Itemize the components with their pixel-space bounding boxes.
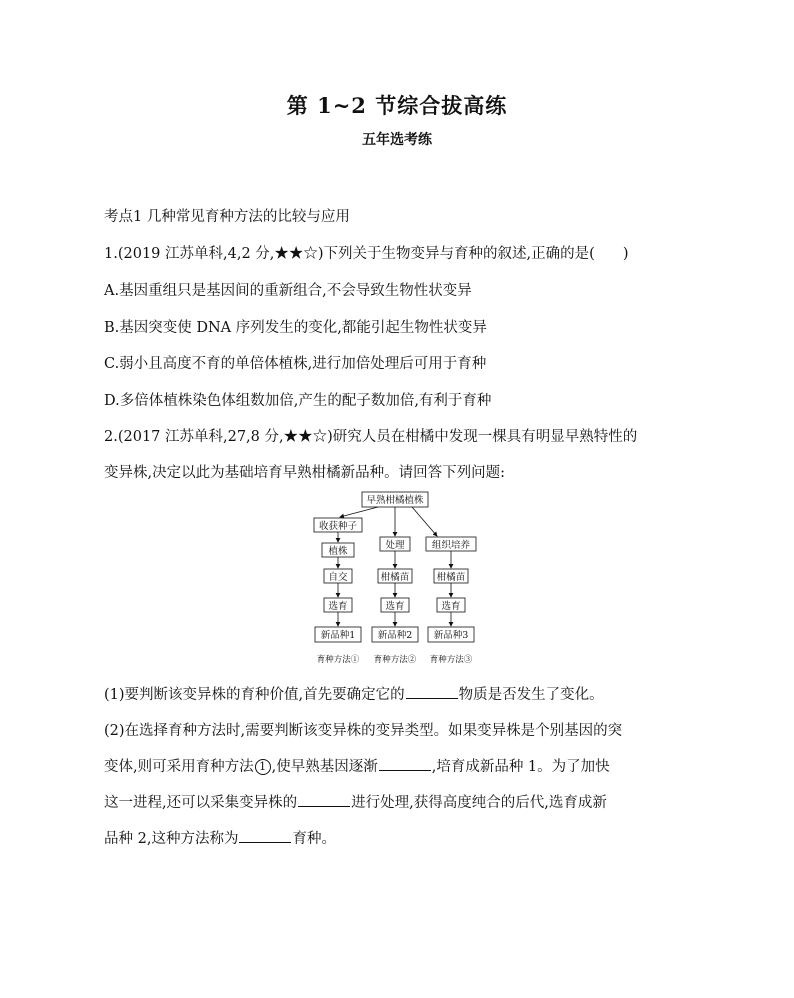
circled-number: 1	[255, 759, 271, 775]
q1-suffix: )下列关于生物变异与育种的叙述,正确的是(	[317, 246, 595, 262]
answer-blank[interactable]	[239, 830, 291, 843]
sub-question-2-line1: (2)在选择育种方法时,需要判断该变异株的变异类型。如果变异株是个别基因的突	[104, 723, 623, 739]
sub2-l2-a: 变体,则可采用育种方法	[104, 759, 254, 775]
col1-label-0: 收获种子	[318, 521, 358, 532]
col3-label-0: 组织培养	[431, 540, 471, 551]
sub2-l3-b: 进行处理,获得高度纯合的后代,选育成新	[351, 795, 607, 811]
page-title: 第 1~2 节综合拔高练	[286, 93, 508, 118]
col1-label-3: 选育	[328, 601, 348, 612]
option-a: A.基因重组只是基因间的重新组合,不会导致生物性状变异	[104, 283, 472, 299]
sub-question-2-line4	[104, 827, 336, 848]
answer-blank[interactable]	[406, 686, 458, 699]
difficulty-stars-icon: ★★☆	[283, 429, 328, 445]
col3-label-1: 柑橘苗	[436, 572, 466, 583]
option-d: D.多倍体植株染色体组数加倍,产生的配子数加倍,有利于育种	[104, 393, 492, 409]
sub2-l4-a: 品种 2,这种方法称为	[104, 831, 239, 847]
question-2-stem	[104, 425, 637, 446]
q2-suffix: )研究人员在柑橘中发现一棵具有明显早熟特性的	[327, 429, 638, 445]
method-label-1: 育种方法①	[316, 655, 360, 665]
col1-label-1: 植株	[328, 546, 348, 557]
sub-question-2-line3	[104, 791, 607, 812]
sub-question-1	[104, 683, 604, 704]
col3-label-2: 选育	[441, 601, 461, 612]
sub-question-2-line2	[104, 755, 610, 776]
col1-label-2: 自交	[328, 572, 348, 583]
question-1-stem	[104, 242, 628, 263]
sub2-l4-b: 育种。	[292, 831, 336, 847]
col3-label-3: 新品种3	[433, 630, 469, 641]
answer-blank[interactable]	[298, 794, 350, 807]
root-label: 早熟柑橘植株	[366, 495, 424, 506]
option-b: B.基因突变使 DNA 序列发生的变化,都能引起生物性状变异	[104, 320, 487, 336]
method-label-2: 育种方法②	[373, 655, 417, 665]
q2-prefix: 2.(2017 江苏单科,27,8 分,	[104, 429, 284, 445]
col1-label-4: 新品种1	[320, 630, 356, 641]
sub1-after: 物质是否发生了变化。	[458, 687, 604, 703]
section-heading: 考点1 几种常见育种方法的比较与应用	[104, 209, 350, 225]
answer-blank[interactable]	[379, 758, 431, 771]
method-label-3: 育种方法③	[429, 655, 473, 665]
difficulty-stars-icon: ★★☆	[274, 246, 318, 262]
q1-paren-end: )	[622, 246, 629, 262]
sub1-before: (1)要判断该变异株的育种价值,首先要确定它的	[104, 687, 405, 703]
col2-label-1: 柑橘苗	[380, 572, 410, 583]
breeding-flowchart	[310, 490, 490, 668]
q1-prefix: 1.(2019 江苏单科,4,2 分,	[104, 246, 275, 262]
col2-label-0: 处理	[385, 540, 405, 551]
sub2-l3-a: 这一进程,还可以采集变异株的	[104, 795, 298, 811]
sub2-l2-c: ,培育成新品种 1。为了加快	[431, 759, 610, 775]
option-c: C.弱小且高度不育的单倍体植株,进行加倍处理后可用于育种	[104, 356, 487, 372]
page-subtitle: 五年选考练	[362, 132, 432, 148]
question-2-stem-line2: 变异株,决定以此为基础培育早熟柑橘新品种。请回答下列问题:	[104, 465, 505, 481]
sub2-l2-b: ,使早熟基因逐渐	[271, 759, 378, 775]
col2-label-3: 新品种2	[377, 630, 413, 641]
col2-label-2: 选育	[385, 601, 405, 612]
